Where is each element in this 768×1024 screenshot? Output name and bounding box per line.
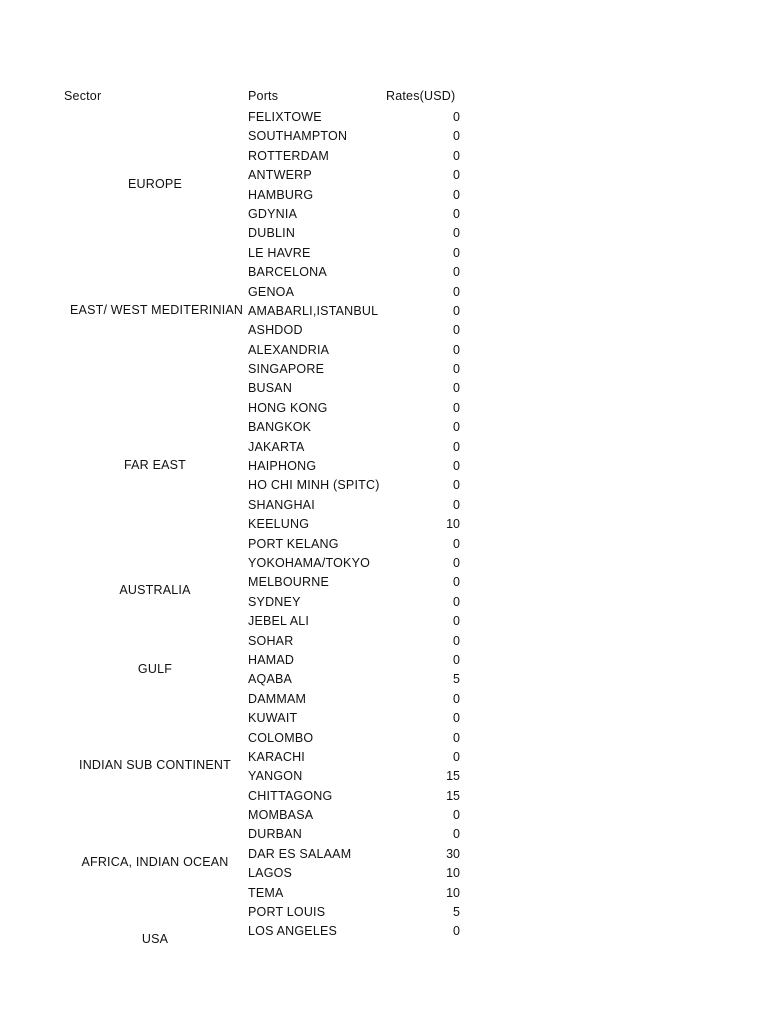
sector-indian-sub-continent: INDIAN SUB CONTINENT <box>79 758 231 772</box>
port-name: JEBEL ALI <box>248 614 310 629</box>
table-row <box>0 321 768 340</box>
rate-value: 0 <box>453 129 460 144</box>
table-row <box>0 825 768 844</box>
port-name: FELIXTOWE <box>248 110 322 124</box>
port-name: HAIPHONG <box>248 459 317 474</box>
port-name: BARCELONA <box>248 265 327 280</box>
sector-usa: USA <box>141 932 169 945</box>
rate-value: 0 <box>453 730 460 745</box>
table-row <box>0 263 768 282</box>
sector-far-east: FAR EAST <box>123 458 187 472</box>
port-name: COLOMBO <box>248 730 314 745</box>
port-name: KARACHI <box>248 749 305 764</box>
rate-value: 0 <box>453 478 460 493</box>
port-rate-rows <box>0 108 768 942</box>
rates-column-header: Rates(USD) <box>386 89 456 103</box>
port-name: TEMA <box>248 885 284 900</box>
rate-value: 30 <box>446 846 460 861</box>
sector-gulf: GULF <box>137 662 173 676</box>
table-row <box>0 884 768 903</box>
port-name: YOKOHAMA/TOKYO <box>248 555 371 570</box>
rate-value: 0 <box>453 614 460 629</box>
table-row <box>0 399 768 418</box>
table-row <box>0 593 768 612</box>
port-name: AMABARLI,ISTANBUL <box>248 303 379 318</box>
port-name: DUBLIN <box>248 226 296 241</box>
rate-value: 0 <box>453 827 460 842</box>
sector-column-header: Sector <box>64 89 102 103</box>
port-name: SOUTHAMPTON <box>248 129 348 144</box>
table-row <box>0 670 768 689</box>
table-row <box>0 496 768 515</box>
table-row <box>0 709 768 728</box>
rate-value: 0 <box>453 362 460 377</box>
port-name: LE HAVRE <box>248 245 311 260</box>
port-name: ASHDOD <box>248 323 303 338</box>
table-row <box>0 166 768 185</box>
table-row <box>0 787 768 806</box>
port-name: SINGAPORE <box>248 362 325 377</box>
port-name: DURBAN <box>248 827 302 842</box>
port-name: GDYNIA <box>248 206 298 221</box>
table-row <box>0 360 768 379</box>
rate-value: 0 <box>453 594 460 609</box>
rate-value: 0 <box>453 381 460 396</box>
rate-value: 15 <box>446 788 460 803</box>
rate-value: 0 <box>453 400 460 415</box>
rate-value: 0 <box>453 749 460 764</box>
port-name: GENOA <box>248 284 295 299</box>
table-row <box>0 341 768 360</box>
table-row <box>0 283 768 302</box>
table-row <box>0 922 768 941</box>
port-name: PORT KELANG <box>248 536 339 551</box>
port-name: KUWAIT <box>248 711 298 726</box>
table-row <box>0 729 768 748</box>
rate-value: 0 <box>453 148 460 163</box>
rate-value: 0 <box>453 633 460 648</box>
table-row <box>0 476 768 495</box>
rate-value: 5 <box>453 672 460 687</box>
rate-value: 0 <box>453 265 460 280</box>
table-row <box>0 554 768 573</box>
table-row <box>0 515 768 534</box>
port-name: DAMMAM <box>248 691 307 706</box>
port-name: CHITTAGONG <box>248 788 333 803</box>
sector-europe: EUROPE <box>128 177 182 191</box>
table-row <box>0 205 768 224</box>
table-row <box>0 748 768 767</box>
rate-value: 10 <box>446 866 460 881</box>
rate-value: 10 <box>446 517 460 532</box>
rate-value: 0 <box>453 110 460 124</box>
rate-value: 0 <box>453 323 460 338</box>
table-row <box>0 767 768 786</box>
rate-value: 0 <box>453 652 460 667</box>
rate-value: 0 <box>453 420 460 435</box>
table-row <box>0 690 768 709</box>
rate-value: 0 <box>453 284 460 299</box>
port-name: MELBOURNE <box>248 575 329 590</box>
rate-value: 5 <box>453 905 460 920</box>
table-row <box>0 418 768 437</box>
rate-value: 0 <box>453 711 460 726</box>
table-row <box>0 535 768 554</box>
table-row <box>0 845 768 864</box>
rate-value: 0 <box>453 439 460 454</box>
table-row <box>0 573 768 592</box>
table-row <box>0 147 768 166</box>
table-row <box>0 651 768 670</box>
sector-africa-indian-ocean: AFRICA, INDIAN OCEAN <box>81 855 229 869</box>
table-row <box>0 806 768 825</box>
table-row <box>0 903 768 922</box>
port-name: YANGON <box>248 769 303 784</box>
port-name: LOS ANGELES <box>248 924 338 939</box>
port-name: KEELUNG <box>248 517 310 532</box>
table-row <box>0 224 768 243</box>
rate-value: 0 <box>453 808 460 823</box>
rate-value: 0 <box>453 303 460 318</box>
port-name: SOHAR <box>248 633 294 648</box>
port-name: ANTWERP <box>248 168 312 183</box>
sector-australia: AUSTRALIA <box>119 583 191 597</box>
port-name: HONG KONG <box>248 400 328 415</box>
port-name: ROTTERDAM <box>248 148 329 163</box>
rate-value: 0 <box>453 536 460 551</box>
port-name: HO CHI MINH (SPITC) <box>248 478 380 493</box>
table-row <box>0 127 768 146</box>
port-name: SHANGHAI <box>248 497 315 512</box>
rate-value: 0 <box>453 342 460 357</box>
sector-mediterranean: EAST/ WEST MEDITERINIAN <box>70 303 244 317</box>
port-name: HAMAD <box>248 652 295 667</box>
port-name: SYDNEY <box>248 594 301 609</box>
rate-value: 0 <box>453 187 460 202</box>
port-name: JAKARTA <box>248 439 305 454</box>
rate-value: 0 <box>453 924 460 939</box>
port-name: AQABA <box>248 672 293 687</box>
table-row <box>0 864 768 883</box>
rate-value: 0 <box>453 691 460 706</box>
table-row <box>0 302 768 321</box>
rate-value: 15 <box>446 769 460 784</box>
ports-column-header: Ports <box>248 89 279 103</box>
port-name: MOMBASA <box>248 808 314 823</box>
rate-value: 10 <box>446 885 460 900</box>
rate-value: 0 <box>453 226 460 241</box>
port-name: DAR ES SALAAM <box>248 846 352 861</box>
rate-value: 0 <box>453 575 460 590</box>
port-name: HAMBURG <box>248 187 314 202</box>
rate-value: 0 <box>453 206 460 221</box>
port-name: LAGOS <box>248 866 293 881</box>
port-name: PORT LOUIS <box>248 905 326 920</box>
port-name: ALEXANDRIA <box>248 342 330 357</box>
table-row <box>0 612 768 631</box>
rate-value: 0 <box>453 168 460 183</box>
rate-value: 0 <box>453 245 460 260</box>
table-row <box>0 457 768 476</box>
rate-value: 0 <box>453 497 460 512</box>
table-row <box>0 108 768 127</box>
port-name: BUSAN <box>248 381 293 396</box>
table-row <box>0 438 768 457</box>
table-row <box>0 244 768 263</box>
table-row <box>0 632 768 651</box>
rate-value: 0 <box>453 555 460 570</box>
table-row <box>0 379 768 398</box>
table-row <box>0 186 768 205</box>
port-name: BANGKOK <box>248 420 312 435</box>
rate-value: 0 <box>453 459 460 474</box>
